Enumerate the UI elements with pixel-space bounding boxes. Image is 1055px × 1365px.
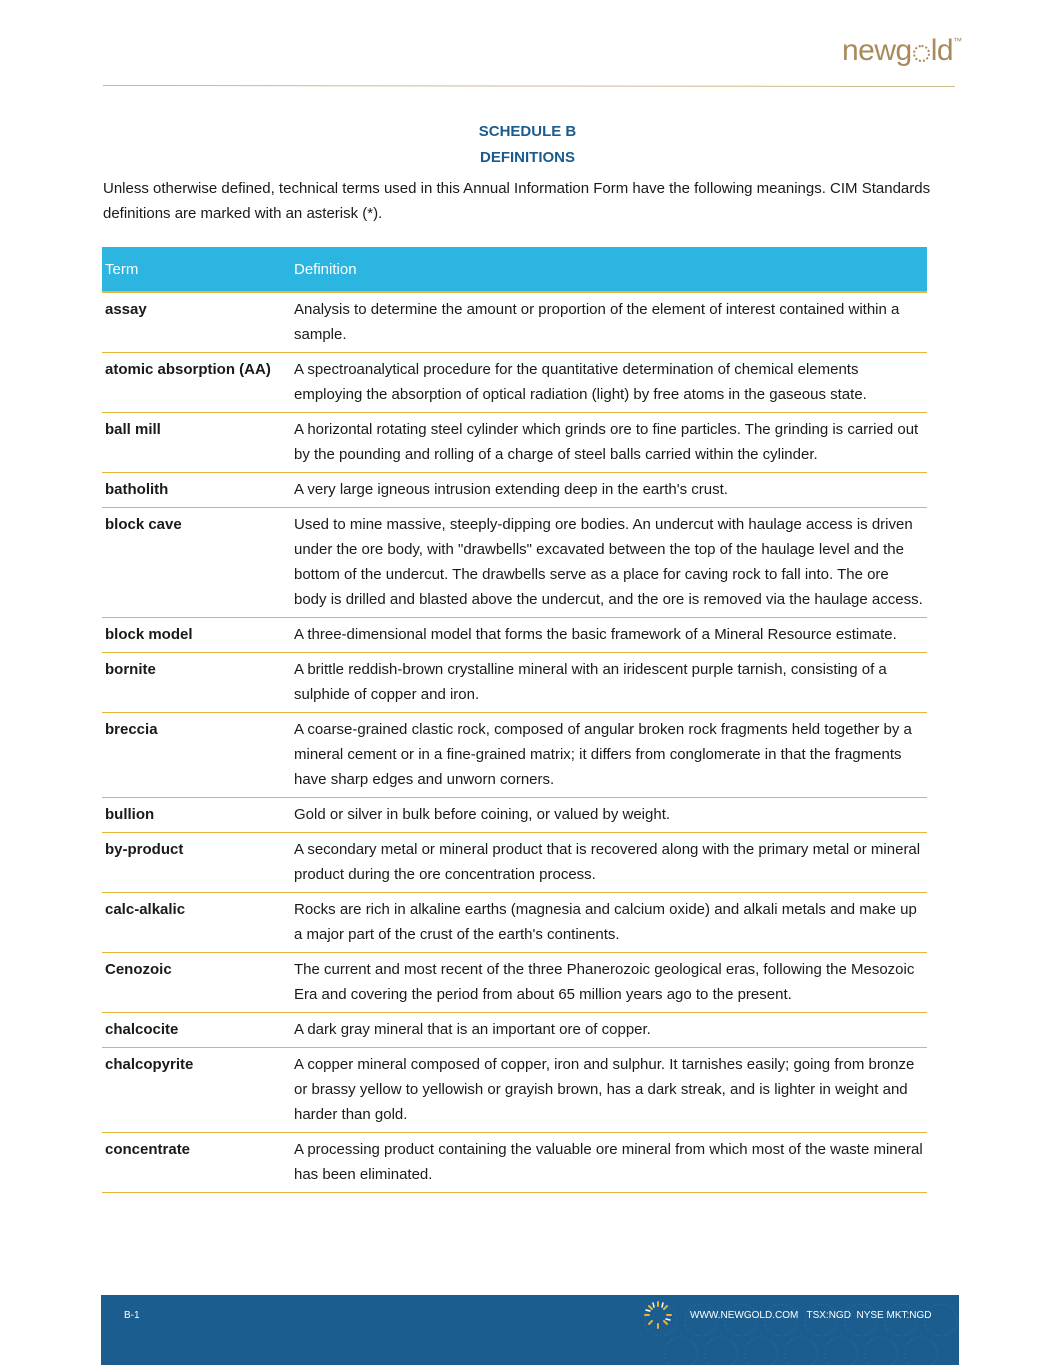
definitions-title: DEFINITIONS	[479, 149, 575, 166]
definition-cell: Analysis to determine the amount or proportion of the element of interest contained within a sample.	[291, 292, 927, 353]
definition-cell: A coarse-grained clastic rock, composed of angular broken rock fragments held together by a mineral cement or in a fine-grained matrix; it differs from conglomerate in that the fragments have sharp edges and unworn corners.	[291, 713, 927, 798]
term-cell: Cenozoic	[102, 953, 291, 1013]
definition-cell: A spectroanalytical procedure for the quantitative determination of chemical elements employing the absorption of optical radiation (light) by free atoms in the gaseous state.	[291, 353, 927, 413]
table-row	[102, 413, 927, 473]
definition-cell: Gold or silver in bulk before coining, or valued by weight.	[291, 798, 927, 833]
table-row	[102, 893, 927, 953]
term-cell: batholith	[102, 473, 291, 508]
logo-o-sun-icon	[913, 45, 930, 62]
definition-cell: The current and most recent of the three Phanerozoic geological eras, following the Mesozoic Era and covering the period from about 65 million years ago to the present.	[291, 953, 927, 1013]
intro-paragraph: Unless otherwise defined, technical terms used in this Annual Information Form have the following meanings. CIM Standards definitions are marked with an asterisk (*).	[103, 180, 931, 222]
header-term: Term	[102, 247, 291, 292]
term-cell: assay	[102, 292, 291, 353]
table-row	[102, 508, 927, 618]
table-header-row	[102, 247, 927, 292]
term-cell: concentrate	[102, 1133, 291, 1193]
logo-text-a: newg	[842, 34, 912, 67]
definition-cell: Rocks are rich in alkaline earths (magnesia and calcium oxide) and alkali metals and make up a major part of the crust of the earth's continents.	[291, 893, 927, 953]
definition-cell: A very large igneous intrusion extending deep in the earth's crust.	[291, 473, 927, 508]
term-cell: chalcopyrite	[102, 1048, 291, 1133]
definition-cell: A dark gray mineral that is an important ore of copper.	[291, 1013, 927, 1048]
table-row	[102, 473, 927, 508]
table-row	[102, 1133, 927, 1193]
term-cell: ball mill	[102, 413, 291, 473]
term-cell: by-product	[102, 833, 291, 893]
sun-logo-icon	[643, 1300, 673, 1330]
definition-cell: A brittle reddish-brown crystalline mineral with an iridescent purple tarnish, consisting of a sulphide of copper and iron.	[291, 653, 927, 713]
term-cell: calc-alkalic	[102, 893, 291, 953]
term-cell: block cave	[102, 508, 291, 618]
table-row	[102, 653, 927, 713]
table-row	[102, 292, 927, 353]
footer-info: WWW.NEWGOLD.COM TSX:NGD NYSE MKT:NGD	[690, 1310, 932, 1321]
table-row	[102, 713, 927, 798]
definition-cell: A processing product containing the valuable ore mineral from which most of the waste mineral has been eliminated.	[291, 1133, 927, 1193]
term-cell: atomic absorption (AA)	[102, 353, 291, 413]
term-cell: chalcocite	[102, 1013, 291, 1048]
logo-tm: ™	[953, 36, 962, 46]
header-rule	[103, 85, 955, 87]
definition-cell: A secondary metal or mineral product that is recovered along with the primary metal or mineral product during the ore concentration process.	[291, 833, 927, 893]
table-row	[102, 1048, 927, 1133]
term-cell: block model	[102, 618, 291, 653]
table-row	[102, 618, 927, 653]
header-definition: Definition	[291, 247, 927, 292]
definition-cell: Used to mine massive, steeply-dipping ore bodies. An undercut with haulage access is driven under the ore body, with "drawbells" excavated between the top of the haulage level and the bottom of the undercut. The drawbells serve as a place for caving rock to fall into. The ore body is drilled and blasted above the undercut, and the ore is removed via the haulage access.	[291, 508, 927, 618]
table-row	[102, 798, 927, 833]
definition-cell: A three-dimensional model that forms the basic framework of a Mineral Resource estimate.	[291, 618, 927, 653]
term-cell: breccia	[102, 713, 291, 798]
schedule-title: SCHEDULE B	[478, 123, 577, 140]
table-row	[102, 353, 927, 413]
definitions-table	[102, 247, 927, 1193]
footer-bar	[101, 1295, 959, 1365]
term-cell: bullion	[102, 798, 291, 833]
table-row	[102, 833, 927, 893]
definition-cell: A horizontal rotating steel cylinder which grinds ore to fine particles. The grinding is carried out by the pounding and rolling of a charge of steel balls carried within the cylinder.	[291, 413, 927, 473]
term-cell: bornite	[102, 653, 291, 713]
newgold-logo	[842, 34, 962, 68]
table-row	[102, 953, 927, 1013]
logo-text-b: ld	[930, 34, 954, 67]
table-row	[102, 1013, 927, 1048]
page-number: B-1	[124, 1310, 140, 1321]
definition-cell: A copper mineral composed of copper, iron and sulphur. It tarnishes easily; going from bronze or brassy yellow to yellowish or grayish brown, has a dark streak, and is lighter in weight and harder than gold.	[291, 1048, 927, 1133]
